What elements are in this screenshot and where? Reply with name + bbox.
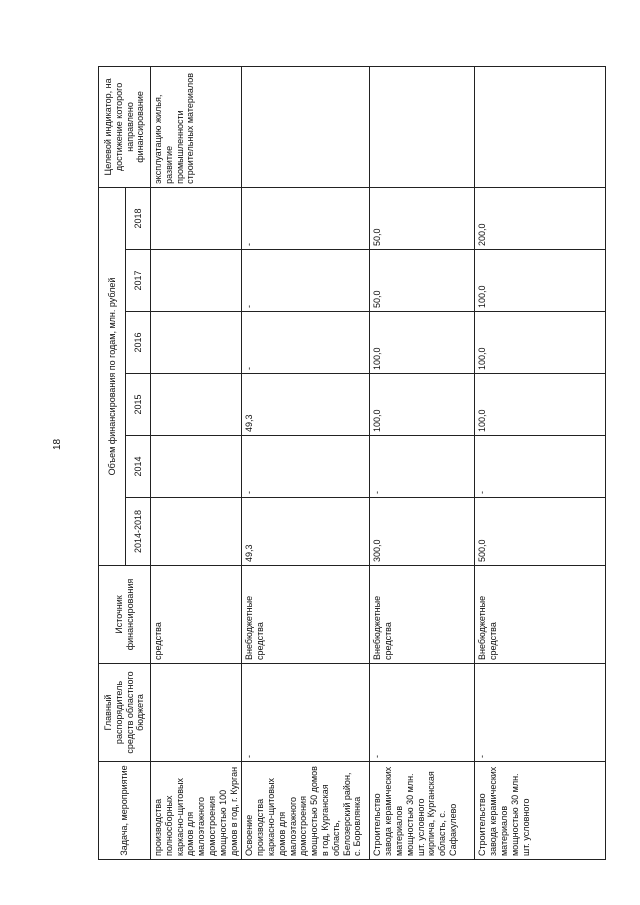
- header-task: Задача, мероприятие: [99, 762, 151, 860]
- header-volume: Объем финансирования по годам, млн. рублей: [99, 187, 126, 565]
- table-row: [151, 66, 242, 859]
- manager-cell: -: [242, 664, 370, 762]
- value-2015-cell: 49,3: [242, 374, 370, 436]
- value-total-cell: 49,3: [242, 498, 370, 566]
- value-2015-cell: 100,0: [370, 374, 475, 436]
- manager-cell: -: [370, 664, 475, 762]
- indicator-cell: эксплуатацию жилья, развитие промышленности строительных материалов: [151, 66, 242, 187]
- indicator-cell: [475, 66, 606, 187]
- value-2018-cell: 50,0: [370, 187, 475, 249]
- financing-table: [98, 66, 606, 860]
- manager-cell: -: [475, 664, 606, 762]
- header-indicator: Целевой индикатор, на достижение которого направлено финансирование: [99, 66, 151, 187]
- value-2018-cell: -: [242, 187, 370, 249]
- value-2015-cell: 100,0: [475, 374, 606, 436]
- value-2017-cell: 50,0: [370, 250, 475, 312]
- header-year-total: 2014-2018: [126, 498, 151, 566]
- header-row: [99, 66, 126, 859]
- task-cell: Строительство завода керамических материалов мощностью 30 млн. шт. условного: [475, 762, 606, 860]
- table-row: [242, 66, 370, 859]
- value-2014-cell: -: [242, 436, 370, 498]
- header-year-2015: 2015: [126, 374, 151, 436]
- task-cell: Строительство завода керамических материалов мощностью 30 млн. шт. условного кирпича, Курганская область, с. Сафакулево: [370, 762, 475, 860]
- value-2016-cell: 100,0: [475, 312, 606, 374]
- source-cell: Внебюджетные средства: [370, 566, 475, 664]
- table-row: [370, 66, 475, 859]
- header-year-2016: 2016: [126, 312, 151, 374]
- value-2018-cell: [151, 187, 242, 249]
- header-source: Источник финансирования: [99, 566, 151, 664]
- value-2014-cell: -: [370, 436, 475, 498]
- source-cell: Внебюджетные средства: [475, 566, 606, 664]
- page-number: 18: [52, 438, 63, 450]
- manager-cell: [151, 664, 242, 762]
- value-2016-cell: [151, 312, 242, 374]
- indicator-cell: [242, 66, 370, 187]
- value-2016-cell: 100,0: [370, 312, 475, 374]
- value-2014-cell: -: [475, 436, 606, 498]
- value-total-cell: 300,0: [370, 498, 475, 566]
- table-row: [475, 66, 606, 859]
- source-cell: Внебюджетные средства: [242, 566, 370, 664]
- task-cell: производства полносборных каркасно-щитовых домов для малоэтажного домостроения мощностью 100 домов в год, г. Курган: [151, 762, 242, 860]
- value-2016-cell: -: [242, 312, 370, 374]
- header-year-2017: 2017: [126, 250, 151, 312]
- value-2017-cell: -: [242, 250, 370, 312]
- task-cell: Освоение производства каркасно-щитовых домов для малоэтажного домостроения мощностью 50 домов в год, Курганская область, Белозерский район, с. Боровлянка: [242, 762, 370, 860]
- header-year-2018: 2018: [126, 187, 151, 249]
- value-2017-cell: 100,0: [475, 250, 606, 312]
- value-2017-cell: [151, 250, 242, 312]
- header-manager: Главный распорядитель средств областного бюджета: [99, 664, 151, 762]
- value-total-cell: [151, 498, 242, 566]
- indicator-cell: [370, 66, 475, 187]
- value-total-cell: 500,0: [475, 498, 606, 566]
- value-2015-cell: [151, 374, 242, 436]
- value-2018-cell: 200,0: [475, 187, 606, 249]
- rotated-page: [98, 67, 606, 860]
- value-2014-cell: [151, 436, 242, 498]
- source-cell: средства: [151, 566, 242, 664]
- header-year-2014: 2014: [126, 436, 151, 498]
